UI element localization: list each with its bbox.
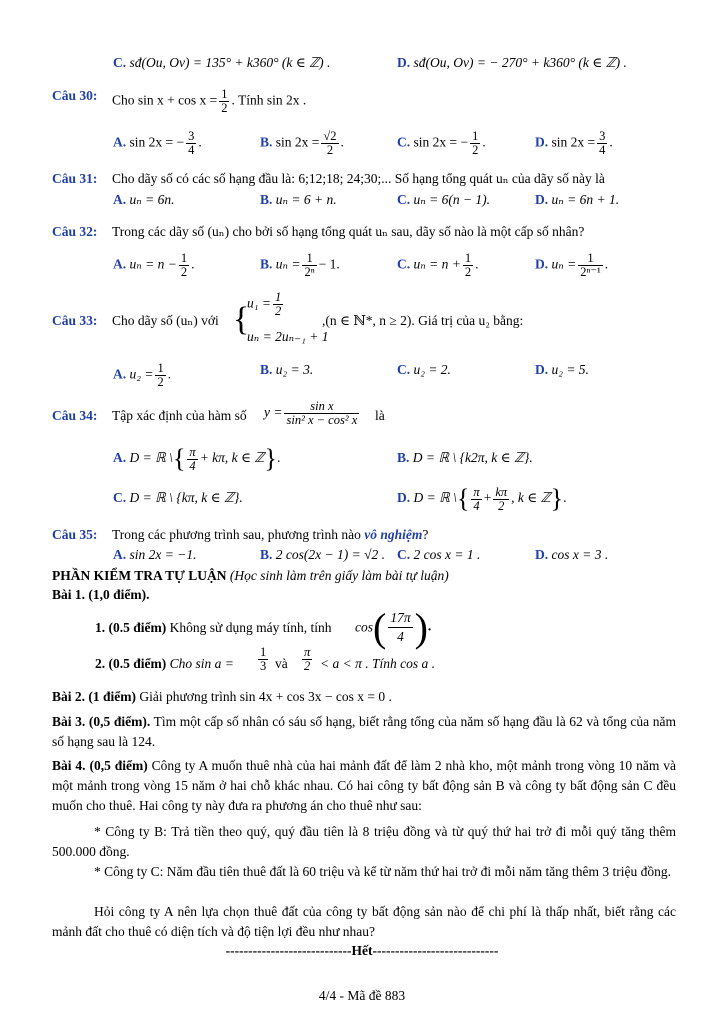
q30-label: Câu 30: xyxy=(52,88,98,103)
q34-function: y = $\frac{\text{sin x}}{\text{sin² x − cos² x}}$ xyxy=(264,399,358,427)
q31-label: Câu 31: xyxy=(52,171,98,186)
q34-answer-d: D. D = ℝ \{ $\frac{\pi}{4}$ + $\frac{k\pi}{2}$ , k ∈ ℤ}. xyxy=(397,484,567,513)
q31-answer-d: D. uₙ = 6n + 1. xyxy=(535,192,620,207)
bai4-paragraph: Bài 4. (0,5 điểm) Công ty A muốn thuê nhà của hai mảnh đất để làm 2 nhà kho, một mảnh trong vòng 10 năm và một mảnh trong vòng 15 năm ở hai chỗ khác nhau. Có hai công ty bất động sản B và công ty bất động sản C đều muốn cho thuê. Hai công ty này đưa ra phương án cho thuê như sau: xyxy=(52,758,676,813)
q30-answer-a: A. sin 2x = − $\frac{3}{4}$ . xyxy=(113,129,202,157)
q29-answer-c: C. sđ(Ou, Ov) = 135° + k360° (k ∈ ℤ) . xyxy=(113,55,331,70)
page-footer: 4/4 - Mã đề 883 xyxy=(318,988,406,1003)
q33-answer-d: D. u₂ = 5. xyxy=(535,362,589,377)
q33-answer-a: A. u₂ = $\frac{1}{2}$ . xyxy=(113,361,172,389)
q29-answer-d: D. sđ(Ou, Ov) = − 270° + k360° (k ∈ ℤ) . xyxy=(397,55,627,70)
q35-answer-a: A. sin 2x = −1. xyxy=(113,547,197,562)
q35-label: Câu 35: xyxy=(52,527,98,542)
q35-stem: Trong các phương trình sau, phương trình nào vô nghiệm? xyxy=(112,527,429,542)
q33-label: Câu 33: xyxy=(52,313,98,328)
q32-answer-d: D. uₙ = $\frac{1}{\text{2ⁿ⁻¹}}$ . xyxy=(535,251,609,279)
bai4-company-b: * Công ty B: Trả tiền theo quý, quý đầu tiên là 8 triệu đồng và từ quý thứ hai trở đi mỗi quý tăng thêm 500.000 đồng. xyxy=(52,824,676,859)
q32-answer-b: B. uₙ = $\frac{1}{\text{2ⁿ}}$ − 1. xyxy=(260,251,340,279)
bai4-company-c: * Công ty C: Năm đầu tiên thuê đất là 60 triệu và kể từ năm thứ hai trở đi mỗi năm tăng thêm 3 triệu đồng. xyxy=(94,864,672,879)
q30-answer-b: B. sin 2x = $\frac{√2}{2}$ . xyxy=(260,129,344,157)
q30-answer-d: D. sin 2x = $\frac{3}{4}$ . xyxy=(535,129,613,157)
bai1-cos-expression: cos( $\frac{17\pi}{4}$ ). xyxy=(355,605,432,650)
end-marker: ----------------------------Hết---------------------------- xyxy=(225,943,499,958)
bai3-paragraph: Bài 3. (0,5 điểm). Tìm một cấp số nhân có sáu số hạng, biết rằng tổng của năm số hạng đầu là 62 và tổng của năm số hạng sau là 124. xyxy=(52,714,677,749)
q34-answer-c: C. D = ℝ \ {kπ, k ∈ ℤ}. xyxy=(113,490,243,505)
q33-stem-b: ,(n ∈ ℕ*, n ≥ 2). Giá trị của u₂ bằng: xyxy=(322,313,524,328)
q34-answer-b: B. D = ℝ \ {k2π, k ∈ ℤ}. xyxy=(397,450,533,465)
bai4-question: Hỏi công ty A nên lựa chọn thuê đất của công ty bất động sản nào để chi phí là thấp nhất, biết rằng các mảnh đất cho thuê có diện tích và độ tiện lợi đều như nhau? xyxy=(52,904,676,939)
q34-stem-b: là xyxy=(375,408,385,423)
q31-answer-a: A. uₙ = 6n. xyxy=(113,192,175,207)
q34-stem-a: Tập xác định của hàm số xyxy=(112,408,247,423)
q31-answer-b: B. uₙ = 6 + n. xyxy=(260,192,337,207)
q32-stem: Trong các dãy số (uₙ) cho bởi số hạng tổng quát uₙ sau, dãy số nào là một cấp số nhân? xyxy=(112,224,585,239)
q32-answer-c: C. uₙ = n + $\frac{1}{2}$ . xyxy=(397,251,479,279)
bai1-title: Bài 1. (1,0 điểm). xyxy=(52,587,150,602)
q33-stem-a: Cho dãy số (uₙ) với xyxy=(112,313,219,328)
q32-answer-a: A. uₙ = n − $\frac{1}{2}$ . xyxy=(113,251,195,279)
q30-answer-c: C. sin 2x = − $\frac{1}{2}$ . xyxy=(397,129,486,157)
q30-stem: Cho sin x + cos x = $\frac{1}{2}$ . Tính sin 2x . xyxy=(112,87,307,115)
q35-answer-b: B. 2 cos(2x − 1) = √2 . xyxy=(260,547,385,562)
q34-label: Câu 34: xyxy=(52,408,98,423)
q33-answer-c: C. u₂ = 2. xyxy=(397,362,451,377)
q32-label: Câu 32: xyxy=(52,224,98,239)
q35-answer-d: D. cos x = 3 . xyxy=(535,547,609,562)
q34-answer-a: A. D = ℝ \{ $\frac{\pi}{4}$ + kπ, k ∈ ℤ}. xyxy=(113,444,281,473)
essay-heading: PHẦN KIỂM TRA TỰ LUẬN (Học sinh làm trên giấy làm bài tự luận) xyxy=(52,568,449,583)
q33-stem-row: Câu 33: Cho dãy số (uₙ) với { u₁ = $\frac{1}{2}$ uₙ = 2uₙ₋₁ + 1 ,(n ∈ ℕ*, n ≥ 2). Giá trị của u₂ bằng: xyxy=(52,290,524,344)
q35-answer-c: C. 2 cos x = 1 . xyxy=(397,547,481,562)
q33-answer-b: B. u₂ = 3. xyxy=(260,362,314,377)
q31-answer-c: C. uₙ = 6(n − 1). xyxy=(397,192,491,207)
q31-stem: Cho dãy số có các số hạng đầu là: 6;12;18; 24;30;... Số hạng tổng quát uₙ của dãy số này là xyxy=(112,171,605,186)
